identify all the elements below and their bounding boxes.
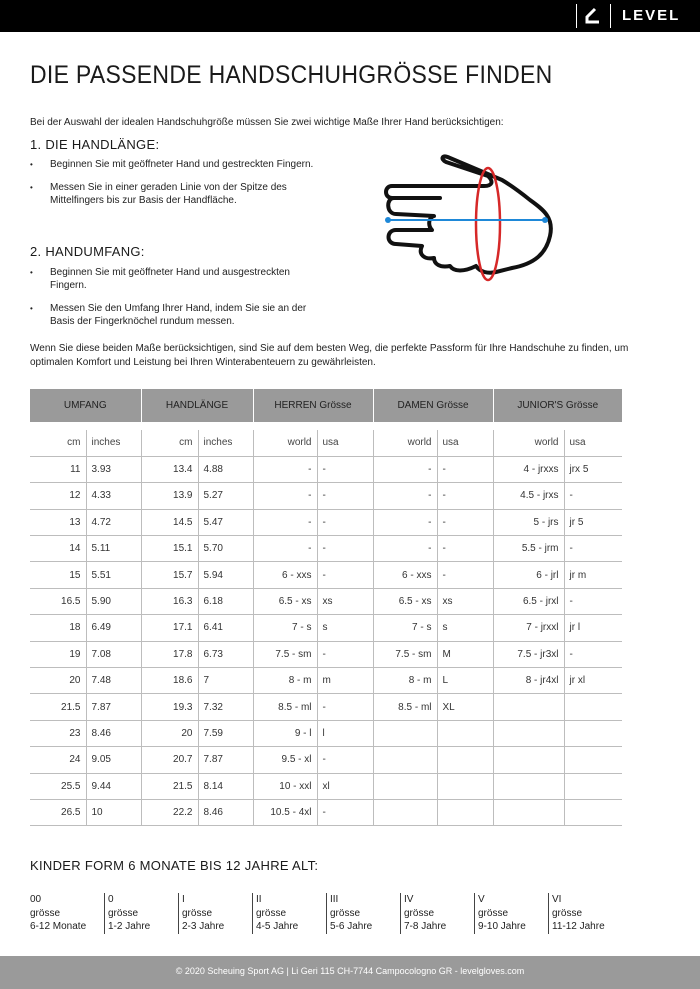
table-cell: 8.5 - ml: [253, 694, 317, 720]
table-cell: 18.6: [141, 668, 198, 694]
table-cell: 9.05: [86, 747, 141, 773]
table-cell: -: [317, 483, 373, 509]
kids-age-range: 9-10 Jahre: [478, 921, 526, 932]
table-cell: 5.27: [198, 483, 253, 509]
table-cell: [564, 799, 622, 825]
table-cell: -: [317, 536, 373, 562]
table-cell: 15: [30, 562, 86, 588]
table-cell: 22.2: [141, 799, 198, 825]
table-cell: xl: [317, 773, 373, 799]
table-cell: usa: [564, 430, 622, 456]
table-cell: 13.9: [141, 483, 198, 509]
table-cell: [373, 773, 437, 799]
table-cell: 6.5 - xs: [253, 588, 317, 614]
table-cell: 6.5 - jrxl: [493, 588, 564, 614]
table-cell: -: [437, 562, 493, 588]
table-cell: usa: [317, 430, 373, 456]
table-cell: m: [317, 668, 373, 694]
kids-size-item: [400, 893, 474, 934]
brand-logo[interactable]: LEVEL: [622, 7, 681, 24]
table-cell: -: [437, 456, 493, 482]
table-cell: 7.08: [86, 641, 141, 667]
kids-size-item: [252, 893, 326, 934]
circumference-steps: [30, 266, 320, 338]
size-chart-table: [30, 389, 622, 826]
section-title-circumference: 2. HANDUMFANG:: [30, 244, 145, 259]
list-item: • Beginnen Sie mit geöffneter Hand und gestreckten Fingern.: [30, 158, 320, 171]
table-cell: 7.32: [198, 694, 253, 720]
kids-size-label: grösse: [552, 907, 583, 919]
table-cell: 4.72: [86, 509, 141, 535]
table-cell: -: [317, 747, 373, 773]
header-women-size: DAMEN Grösse: [373, 389, 493, 422]
table-cell: 16.3: [141, 588, 198, 614]
table-cell: 7 - s: [253, 615, 317, 641]
table-cell: 21.5: [30, 694, 86, 720]
table-cell: -: [253, 483, 317, 509]
table-cell: s: [317, 615, 373, 641]
table-cell: 8.46: [86, 720, 141, 746]
table-cell: 3.93: [86, 456, 141, 482]
table-cell: [564, 694, 622, 720]
kids-size-code: II: [256, 894, 262, 905]
table-row: [30, 747, 622, 773]
table-cell: -: [437, 536, 493, 562]
table-cell: 7.5 - sm: [253, 641, 317, 667]
header-circumference: UMFANG: [30, 389, 141, 422]
table-cell: 4.33: [86, 483, 141, 509]
table-cell: -: [373, 536, 437, 562]
kids-age-range: 4-5 Jahre: [256, 921, 299, 932]
table-cell: 7.59: [198, 720, 253, 746]
table-cell: 4 - jrxxs: [493, 456, 564, 482]
table-cell: 8.46: [198, 799, 253, 825]
top-bar: [0, 0, 700, 32]
table-cell: world: [493, 430, 564, 456]
table-cell: 12: [30, 483, 86, 509]
table-row: [30, 641, 622, 667]
table-cell: -: [253, 509, 317, 535]
table-cell: -: [317, 562, 373, 588]
table-cell: l: [317, 720, 373, 746]
table-cell: jr 5: [564, 509, 622, 535]
table-cell: 18: [30, 615, 86, 641]
header-junior-size: JUNIOR'S Grösse: [493, 389, 622, 422]
table-cell: 5.47: [198, 509, 253, 535]
table-cell: 5.90: [86, 588, 141, 614]
table-row: [30, 668, 622, 694]
kids-size-item: [474, 893, 548, 934]
table-cell: 7.5 - sm: [373, 641, 437, 667]
kids-size-label: grösse: [108, 907, 139, 919]
table-cell: 23: [30, 720, 86, 746]
table-cell: 6.18: [198, 588, 253, 614]
table-cell: 4.88: [198, 456, 253, 482]
list-item: • Messen Sie in einer geraden Linie von der Spitze des Mittelfingers bis zur Basis der Handfläche.: [30, 181, 320, 207]
table-cell: 26.5: [30, 799, 86, 825]
table-cell: 10 - xxl: [253, 773, 317, 799]
divider: [610, 4, 611, 28]
table-cell: 5.51: [86, 562, 141, 588]
table-cell: 7.87: [198, 747, 253, 773]
table-cell: 6.41: [198, 615, 253, 641]
list-item: • Messen Sie den Umfang Ihrer Hand, indem Sie sie an der Basis der Fingerknöchel rundum messen.: [30, 302, 320, 328]
table-cell: jr l: [564, 615, 622, 641]
table-cell: [373, 799, 437, 825]
table-row: [30, 720, 622, 746]
table-cell: [564, 747, 622, 773]
level-logo-mark-icon: [583, 6, 603, 26]
kids-size-label: grösse: [182, 907, 213, 919]
table-cell: 7.48: [86, 668, 141, 694]
table-cell: 5 - jrs: [493, 509, 564, 535]
table-row: [30, 562, 622, 588]
table-cell: 20: [141, 720, 198, 746]
kids-age-range: 11-12 Jahre: [552, 921, 605, 932]
kids-age-range: 5-6 Jahre: [330, 921, 373, 932]
table-cell: jr xl: [564, 668, 622, 694]
table-cell: 6 - xxs: [253, 562, 317, 588]
table-cell: world: [253, 430, 317, 456]
table-cell: xs: [437, 588, 493, 614]
table-cell: -: [317, 694, 373, 720]
table-cell: s: [437, 615, 493, 641]
kids-size-label: grösse: [330, 907, 361, 919]
kids-size-label: grösse: [30, 907, 61, 919]
table-cell: cm: [30, 430, 86, 456]
table-cell: -: [564, 588, 622, 614]
kids-size-list: [30, 893, 622, 934]
table-cell: 4.5 - jrxs: [493, 483, 564, 509]
table-cell: 8.14: [198, 773, 253, 799]
summary-paragraph: Wenn Sie diese beiden Maße berücksichtigen, sind Sie auf dem besten Weg, die perfekte Passform für Ihre Handschuhe zu finden, um optimalen Komfort und Leistung bei Ihren Winterabenteuern zu gewährleisten.: [30, 343, 629, 368]
table-cell: 19: [30, 641, 86, 667]
table-cell: [493, 720, 564, 746]
table-cell: jrx 5: [564, 456, 622, 482]
table-cell: 8 - m: [253, 668, 317, 694]
table-cell: -: [564, 641, 622, 667]
table-cell: [493, 694, 564, 720]
table-cell: -: [253, 456, 317, 482]
table-cell: 15.1: [141, 536, 198, 562]
table-cell: -: [564, 483, 622, 509]
table-row: [30, 773, 622, 799]
table-cell: 8 - m: [373, 668, 437, 694]
table-cell: -: [564, 536, 622, 562]
table-cell: 8 - jr4xl: [493, 668, 564, 694]
table-cell: 6 - xxs: [373, 562, 437, 588]
table-cell: [564, 720, 622, 746]
table-cell: [437, 799, 493, 825]
table-cell: 25.5: [30, 773, 86, 799]
table-cell: XL: [437, 694, 493, 720]
table-cell: 6.73: [198, 641, 253, 667]
table-cell: 10.5 - 4xl: [253, 799, 317, 825]
kids-section-title: KINDER FORM 6 MONATE BIS 12 JAHRE ALT:: [30, 858, 319, 873]
table-cell: 7.87: [86, 694, 141, 720]
table-cell: 15.7: [141, 562, 198, 588]
table-cell: inches: [198, 430, 253, 456]
kids-size-code: 0: [108, 894, 114, 905]
table-cell: 14: [30, 536, 86, 562]
kids-age-range: 2-3 Jahre: [182, 921, 225, 932]
table-row: [30, 483, 622, 509]
table-cell: -: [373, 509, 437, 535]
table-cell: M: [437, 641, 493, 667]
intro-text: Bei der Auswahl der idealen Handschuhgröße müssen Sie zwei wichtige Maße Ihrer Hand berücksichtigen:: [30, 117, 504, 128]
kids-size-item: [104, 893, 178, 934]
table-cell: 17.8: [141, 641, 198, 667]
table-cell: 11: [30, 456, 86, 482]
table-cell: jr m: [564, 562, 622, 588]
table-cell: 6 - jrl: [493, 562, 564, 588]
table-cell: xs: [317, 588, 373, 614]
kids-size-item: [178, 893, 252, 934]
page-title: DIE PASSENDE HANDSCHUHGRÖSSE FINDEN: [30, 60, 553, 89]
table-row: [30, 456, 622, 482]
table-cell: 24: [30, 747, 86, 773]
table-cell: L: [437, 668, 493, 694]
table-row: [30, 799, 622, 825]
kids-size-code: 00: [30, 894, 42, 905]
table-cell: cm: [141, 430, 198, 456]
kids-size-label: grösse: [256, 907, 287, 919]
table-cell: [437, 720, 493, 746]
footer: © 2020 Scheuing Sport AG | Li Geri 115 CH-7744 Campocologno GR - levelgloves.com: [0, 956, 700, 989]
table-cell: world: [373, 430, 437, 456]
table-cell: -: [317, 641, 373, 667]
kids-size-code: VI: [552, 894, 562, 905]
header-hand-length: HANDLÄNGE: [141, 389, 253, 422]
table-cell: 21.5: [141, 773, 198, 799]
kids-size-label: grösse: [404, 907, 435, 919]
table-cell: 5.5 - jrm: [493, 536, 564, 562]
kids-size-item: [326, 893, 400, 934]
hand-measurement-icon: [380, 150, 560, 285]
kids-size-code: IV: [404, 894, 414, 905]
header-men-size: HERREN Grösse: [253, 389, 373, 422]
table-cell: 19.3: [141, 694, 198, 720]
table-subheader-row: [30, 430, 622, 456]
table-cell: [493, 773, 564, 799]
table-cell: inches: [86, 430, 141, 456]
table-cell: 9.5 - xl: [253, 747, 317, 773]
kids-size-item: [30, 893, 104, 934]
table-cell: -: [373, 483, 437, 509]
table-cell: 10: [86, 799, 141, 825]
table-cell: [493, 799, 564, 825]
table-cell: [564, 773, 622, 799]
table-row: [30, 615, 622, 641]
table-cell: 17.1: [141, 615, 198, 641]
table-cell: 20: [30, 668, 86, 694]
kids-size-label: grösse: [478, 907, 509, 919]
section-title-hand-length: 1. DIE HANDLÄNGE:: [30, 137, 160, 152]
table-cell: [437, 773, 493, 799]
divider: [576, 4, 577, 28]
kids-size-code: I: [182, 894, 185, 905]
kids-size-item: [548, 893, 622, 934]
table-cell: -: [437, 509, 493, 535]
table-cell: 9 - l: [253, 720, 317, 746]
table-cell: -: [317, 509, 373, 535]
table-row: [30, 694, 622, 720]
table-cell: [373, 747, 437, 773]
table-cell: 7 - jrxxl: [493, 615, 564, 641]
kids-age-range: 7-8 Jahre: [404, 921, 447, 932]
table-cell: 14.5: [141, 509, 198, 535]
table-cell: 7 - s: [373, 615, 437, 641]
table-cell: 16.5: [30, 588, 86, 614]
table-cell: [493, 747, 564, 773]
kids-age-range: 6-12 Monate: [30, 921, 87, 932]
list-item: • Beginnen Sie mit geöffneter Hand und ausgestreckten Fingern.: [30, 266, 320, 292]
table-cell: 7.5 - jr3xl: [493, 641, 564, 667]
table-cell: 8.5 - ml: [373, 694, 437, 720]
kids-size-code: III: [330, 894, 339, 905]
table-cell: -: [253, 536, 317, 562]
table-row: [30, 536, 622, 562]
table-cell: 5.70: [198, 536, 253, 562]
table-cell: -: [437, 483, 493, 509]
table-cell: usa: [437, 430, 493, 456]
table-cell: -: [317, 456, 373, 482]
table-cell: 7: [198, 668, 253, 694]
table-cell: 6.49: [86, 615, 141, 641]
kids-age-range: 1-2 Jahre: [108, 921, 151, 932]
table-cell: 9.44: [86, 773, 141, 799]
table-cell: 5.94: [198, 562, 253, 588]
kids-size-code: V: [478, 894, 485, 905]
table-row: [30, 588, 622, 614]
table-cell: -: [317, 799, 373, 825]
table-cell: 13.4: [141, 456, 198, 482]
table-cell: 20.7: [141, 747, 198, 773]
table-row: [30, 509, 622, 535]
table-cell: 6.5 - xs: [373, 588, 437, 614]
hand-length-steps: [30, 158, 320, 217]
table-cell: [437, 747, 493, 773]
table-cell: 13: [30, 509, 86, 535]
table-cell: [373, 720, 437, 746]
table-cell: 5.11: [86, 536, 141, 562]
table-cell: -: [373, 456, 437, 482]
